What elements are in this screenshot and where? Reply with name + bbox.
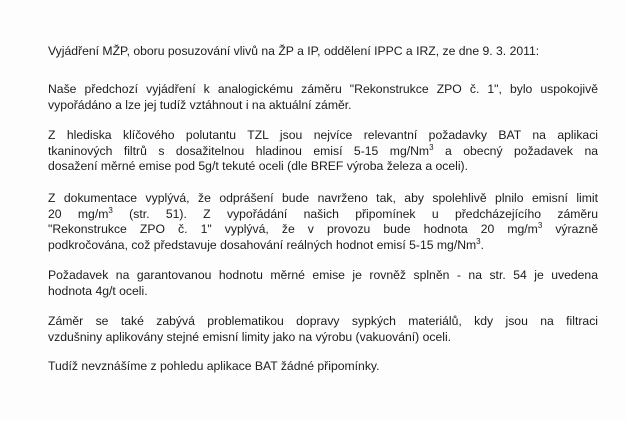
superscript: 3 (537, 221, 543, 230)
paragraph-line: Záměr se také zabývá problematikou dopravy sypkých materiálů, kdy jsou na filtraci (48, 314, 598, 328)
text-fragment: . (480, 237, 485, 252)
paragraph-conclusion (48, 359, 598, 375)
paragraph-line: hodnota 4g/t oceli. (48, 283, 148, 298)
header-line: Vyjádření MŽP, oboru posuzování vlivů na ŽP a IP, oddělení IPPC a IRZ, ze dne 9. 3. 2011: (48, 44, 540, 58)
paragraph-line: Požadavek na garantovanou hodnotu měrné emise je rovněž splněn - na str. 54 je uvedena (48, 268, 598, 282)
paragraph-line (48, 238, 598, 254)
paragraph-guaranteed-value (48, 268, 598, 299)
paragraph-line: vypořádáno a lze jej tudíž vztáhnout i na aktuální záměr. (48, 97, 352, 112)
paragraph-line (48, 222, 598, 238)
statement-header (48, 44, 598, 60)
paragraph-bat-requirements (48, 128, 598, 175)
text-fragment: a obecný požadavek na (433, 143, 598, 158)
superscript: 3 (429, 142, 434, 152)
text-fragment: (str. 51). Z vypořádání našich připomínek u předcházejícího záměru (112, 206, 598, 221)
superscript: 3 (108, 205, 113, 215)
paragraph-line: Z dokumentace vyplývá, že odprášení bude navrženo tak, aby spolehlivě plnilo emisní limit (48, 191, 598, 205)
paragraph-line (48, 144, 598, 160)
paragraph-transport (48, 314, 598, 345)
paragraph-line: Z hlediska klíčového polutantu TZL jsou nejvíce relevantní požadavky BAT na aplikaci (48, 128, 598, 142)
paragraph-line: vzdušniny aplikovány stejné emisní limity jako na výrobu (vakuování) oceli. (48, 329, 452, 344)
paragraph-line: Tudíž nevznášíme z pohledu aplikace BAT žádné připomínky. (48, 359, 380, 373)
superscript: 3 (476, 236, 481, 246)
text-fragment: 20 mg/m (48, 206, 109, 221)
paragraph-previous-statement (48, 82, 598, 113)
text-fragment: "Rekonstrukce ZPO č. 1" vyplývá, že v provozu bude hodnota 20 mg/m (48, 222, 538, 236)
paragraph-line: Naše předchozí vyjádření k analogickému záměru "Rekonstrukce ZPO č. 1", bylo uspokojivě (48, 82, 598, 96)
paragraph-line: dosažení měrné emise pod 5g/t tekuté oceli (dle BREF výroba železa a oceli). (48, 159, 469, 173)
text-fragment: podkročována, což představuje dosahování reálných hodnot emisí 5-15 mg/Nm (48, 237, 477, 252)
text-fragment: tkaninových filtrů s dosažitelnou hladinou emisí 5-15 mg/Nm (48, 143, 430, 158)
paragraph-line (48, 207, 598, 223)
text-fragment: výrazně (542, 222, 599, 236)
paragraph-emission-limit (48, 191, 598, 253)
